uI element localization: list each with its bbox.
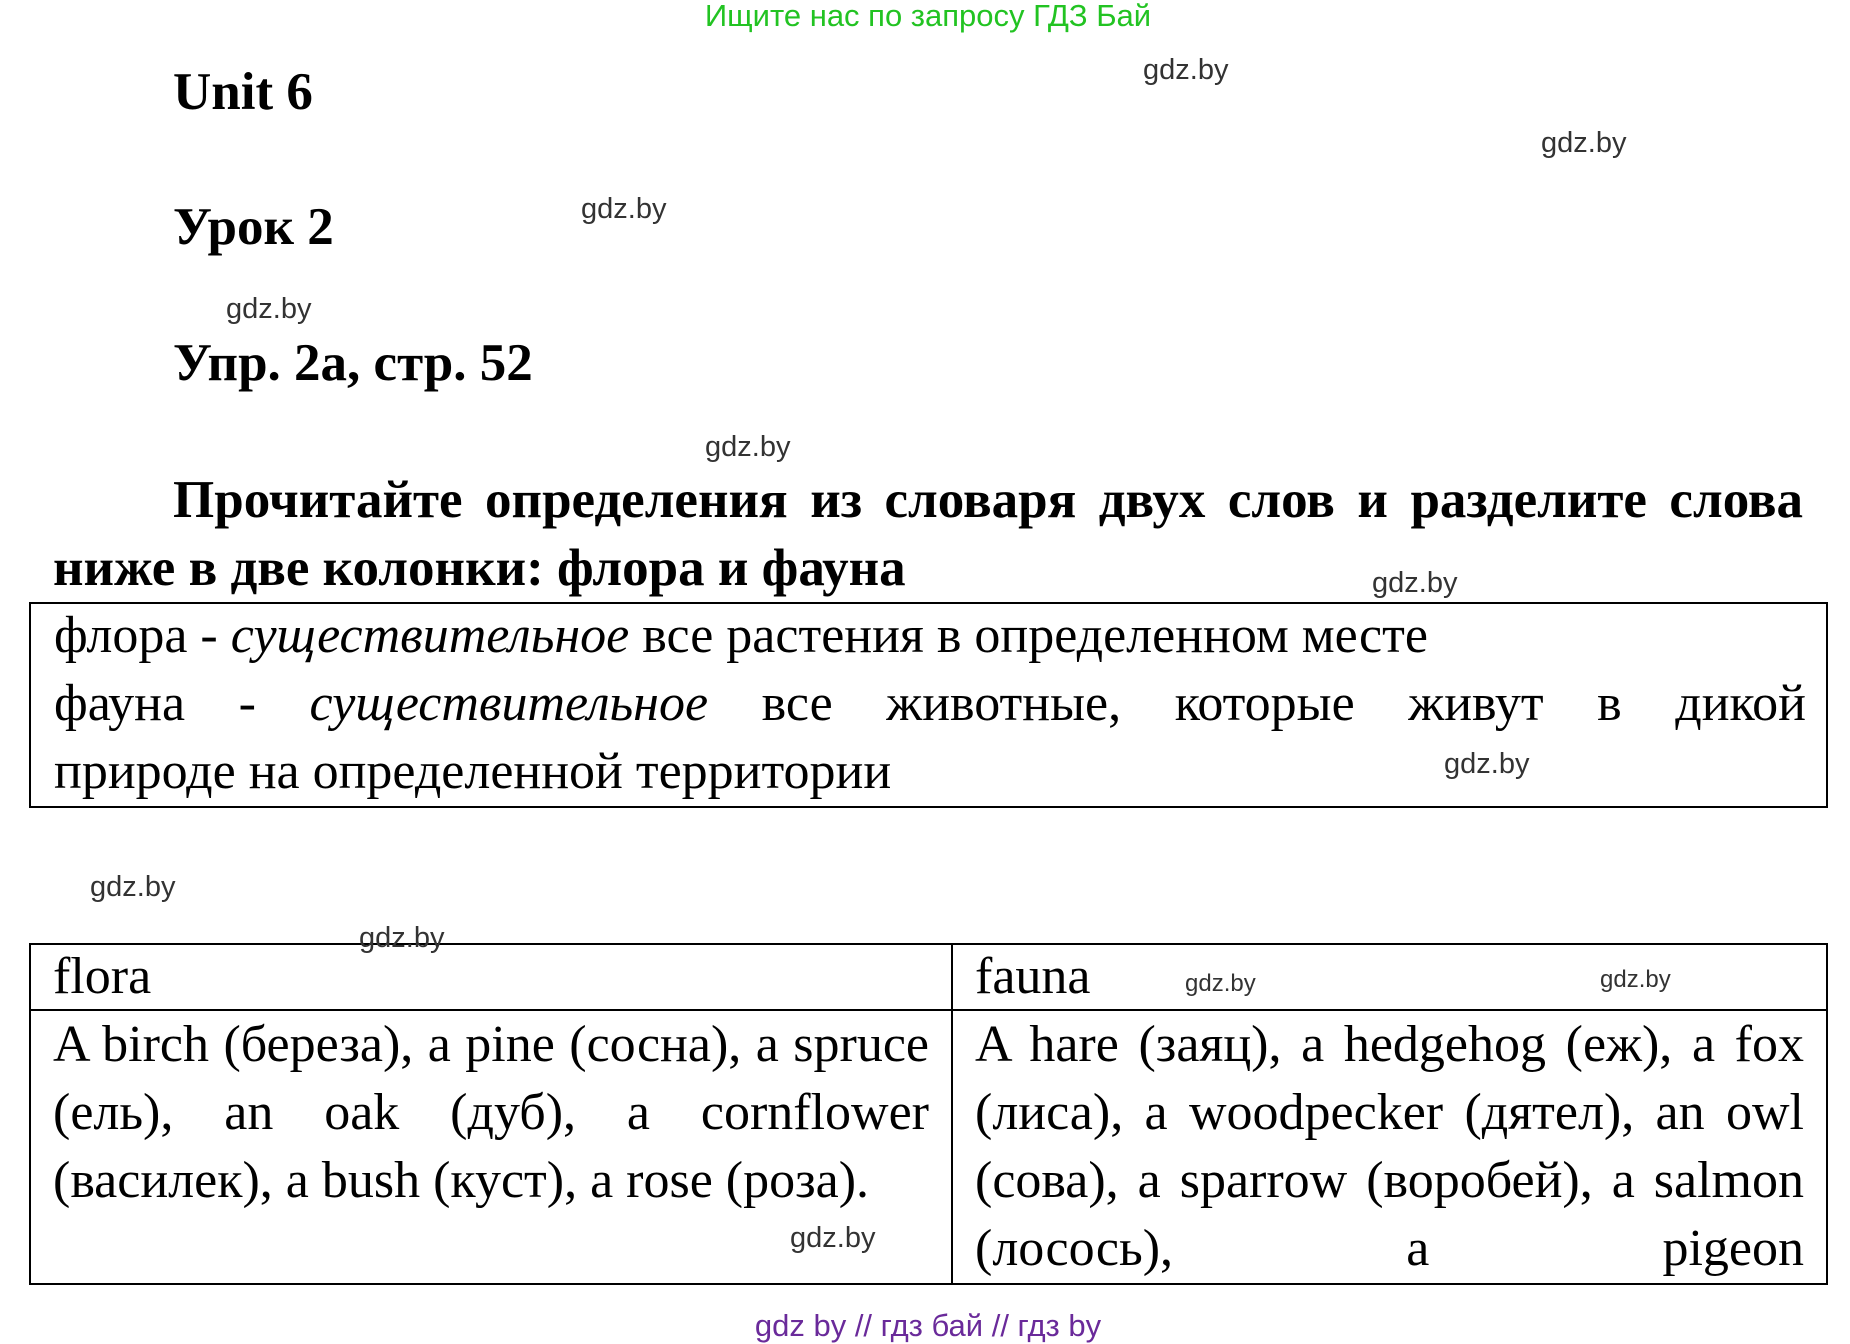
watermark: gdz.by [790, 1222, 876, 1254]
watermark: gdz.by [1372, 567, 1458, 599]
definition-text: все растения в определенном месте [629, 607, 1428, 664]
table-header-row [30, 944, 1827, 1010]
lesson-title: Урок 2 [173, 198, 334, 256]
unit-title: Unit 6 [173, 63, 313, 121]
flora-fauna-table [29, 943, 1828, 1285]
watermark: gdz.by [1143, 54, 1229, 86]
term: флора - [54, 607, 231, 664]
watermark: gdz.by [705, 431, 791, 463]
task-instruction [53, 466, 1803, 602]
cell-flora: A birch (береза), a pine (сосна), a spruce (ель), an oak (дуб), a cornflower (василек), a bush (куст), a rose (роза). [30, 1010, 952, 1284]
watermark: gdz.by [1600, 966, 1671, 993]
watermark: gdz.by [226, 293, 312, 325]
definitions-box [29, 602, 1828, 808]
term: фауна - [54, 675, 310, 732]
search-hint: Ищите нас по запросу ГДЗ Бай [704, 0, 1152, 33]
watermark: gdz.by [1185, 970, 1256, 997]
watermark: gdz.by [1444, 748, 1530, 780]
cell-fauna: A hare (заяц), a hedgehog (еж), a fox (лиса), a woodpecker (дятел), an owl (сова), a sparrow (воробей), a salmon (лосось), a pigeon [952, 1010, 1827, 1284]
exercise-title: Упр. 2а, стр. 52 [173, 334, 533, 392]
definition-flora [54, 602, 1806, 670]
watermark: gdz.by [90, 871, 176, 903]
task-text: Прочитайте определения из словаря двух слов и разделите слова ниже в две колонки: флора и фауна [53, 471, 1803, 597]
footer-watermark: gdz by // гдз бай // гдз by [754, 1308, 1102, 1343]
part-of-speech: существительное [230, 607, 630, 664]
part-of-speech: существительное [309, 675, 709, 732]
definition-fauna [54, 670, 1806, 738]
definition-text: все животные, которые живут в дикой [708, 675, 1807, 732]
header-flora: flora [30, 944, 952, 1010]
header-fauna: fauna [952, 944, 1827, 1010]
watermark: gdz.by [581, 193, 667, 225]
watermark: gdz.by [1541, 127, 1627, 159]
watermark: gdz.by [359, 922, 445, 954]
definition-fauna-cont: природе на определенной территории [54, 743, 892, 800]
table-row [30, 1010, 1827, 1284]
